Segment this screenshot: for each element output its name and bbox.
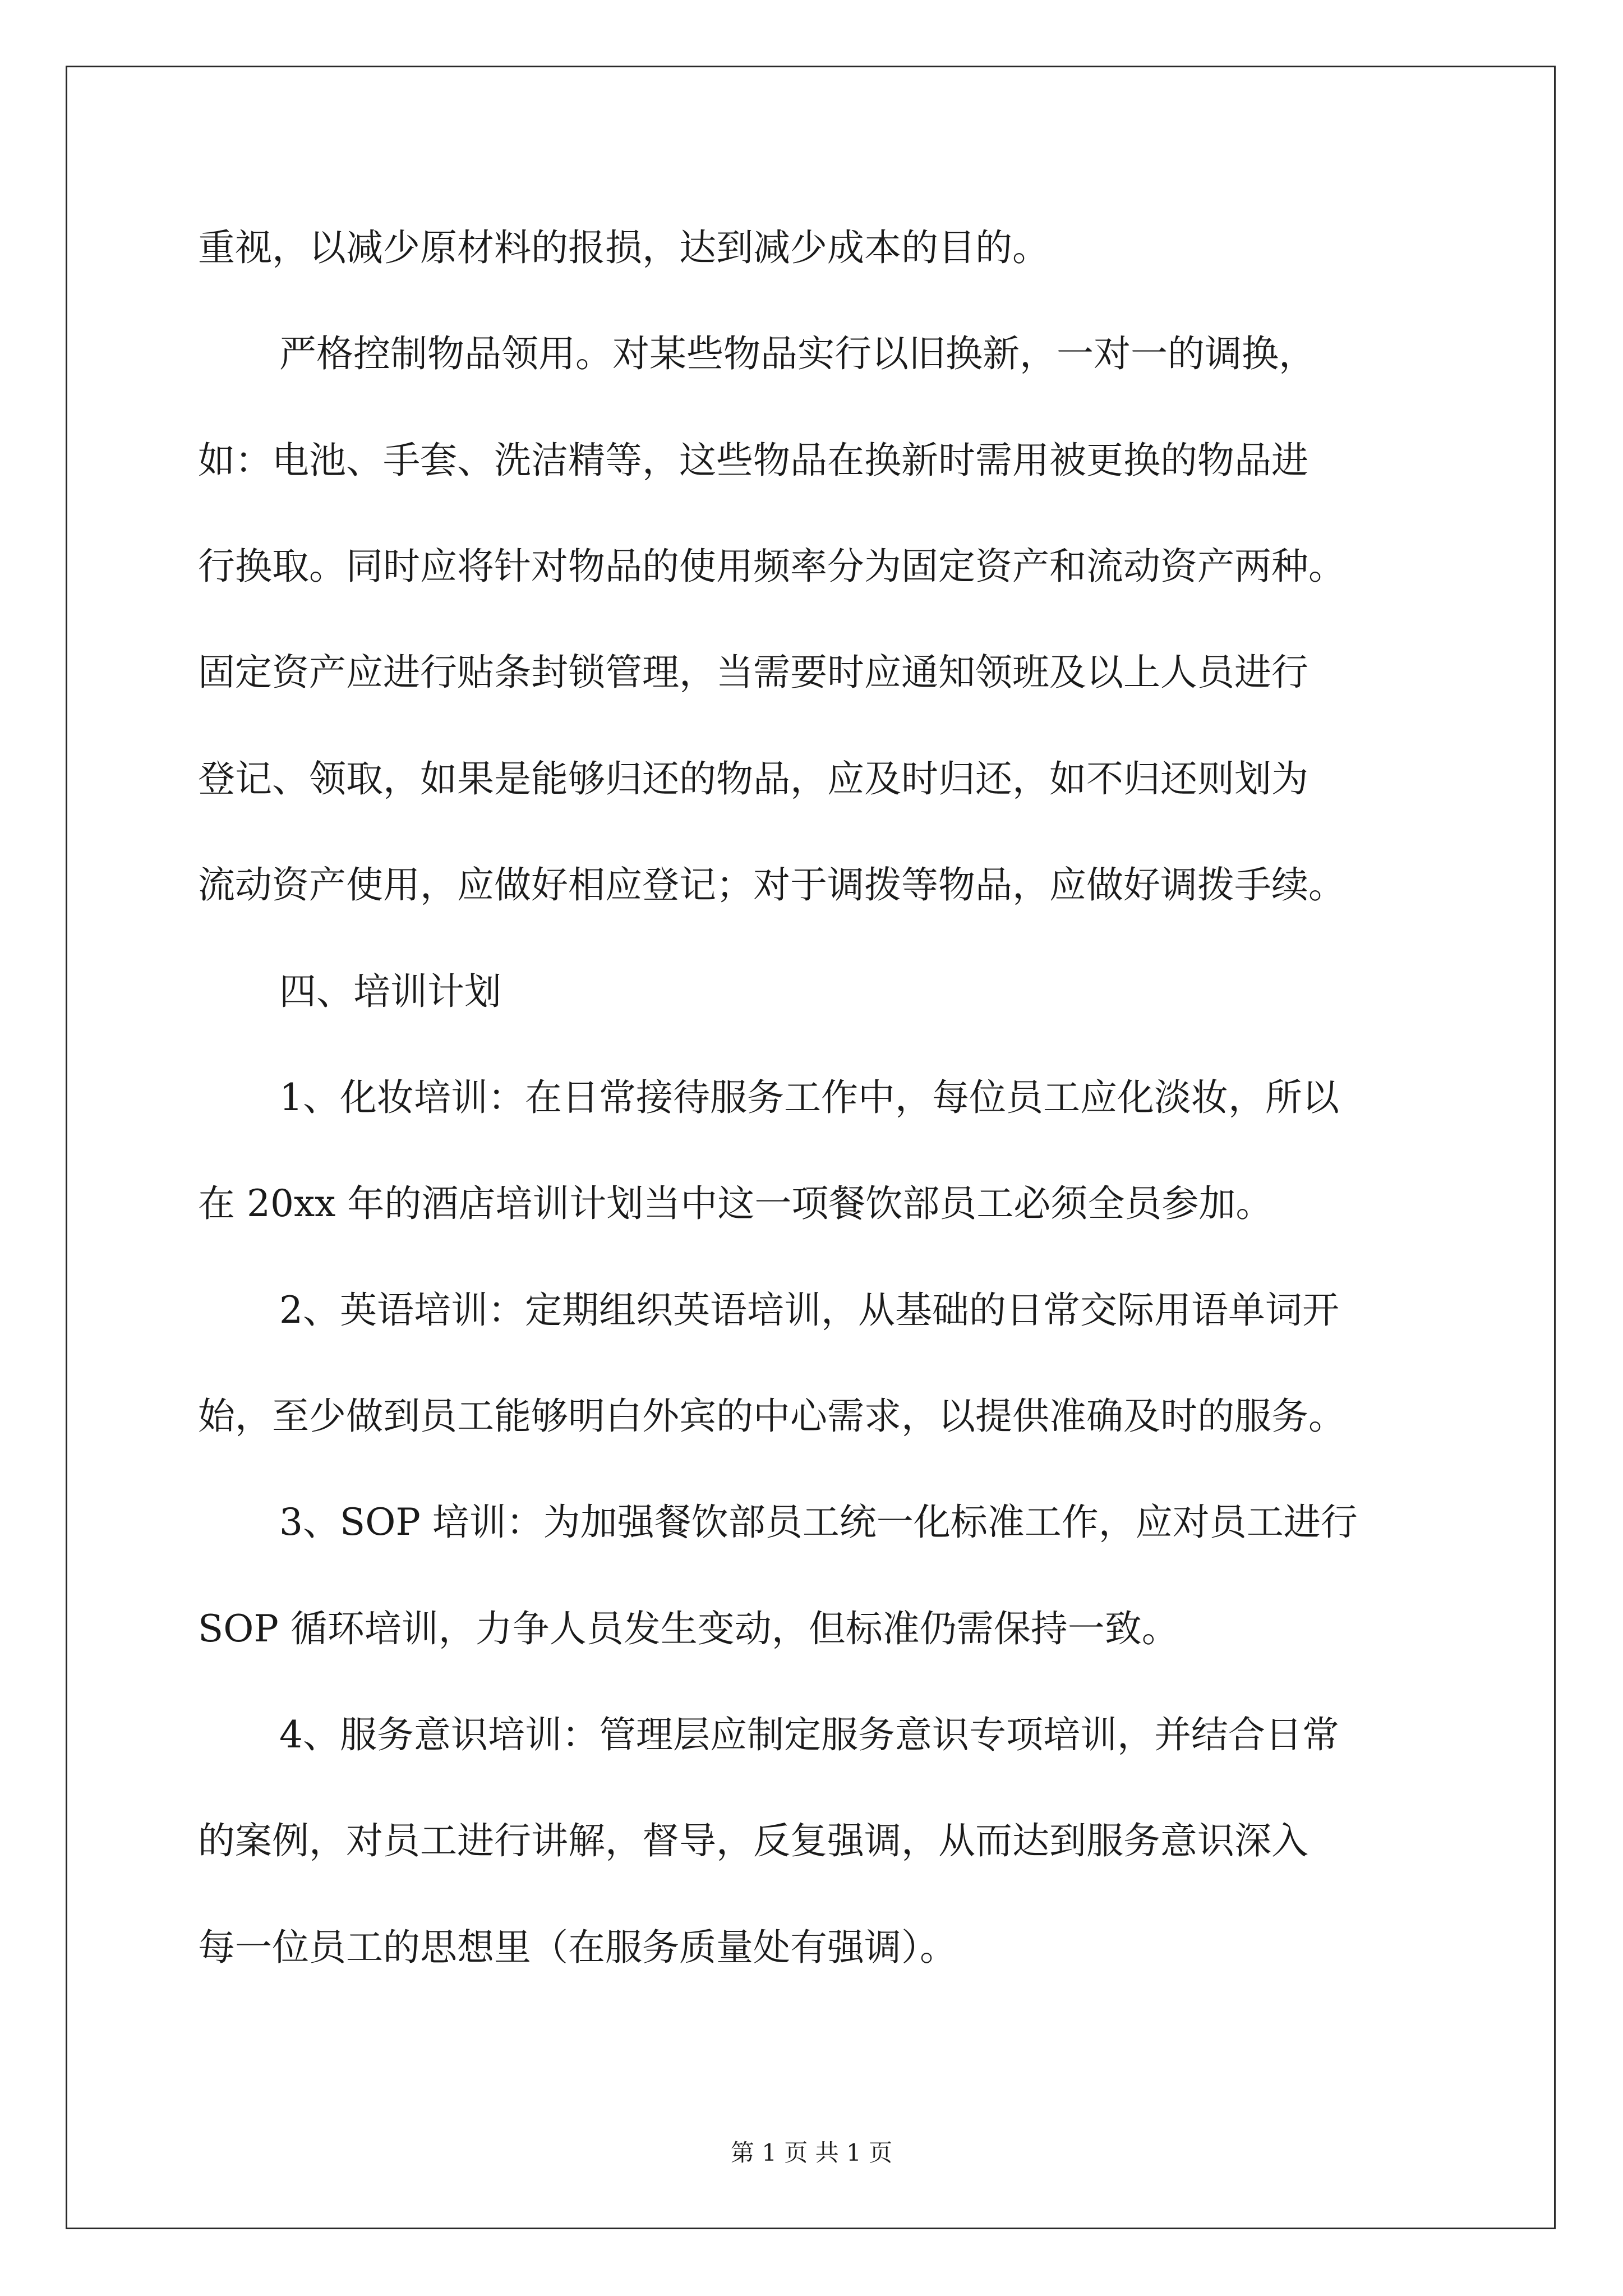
text-line: 始，至少做到员工能够明白外宾的中心需求，以提供准确及时的服务。 xyxy=(198,1395,1345,1438)
section-heading: 四、培训计划 xyxy=(279,970,501,1013)
text-line: 如：电池、手套、洗洁精等，这些物品在换新时需用被更换的物品进 xyxy=(198,439,1308,482)
text-line: 在 20xx 年的酒店培训计划当中这一项餐饮部员工必须全员参加。 xyxy=(198,1182,1273,1225)
text-line: 流动资产使用，应做好相应登记；对于调拨等物品，应做好调拨手续。 xyxy=(198,863,1345,907)
text-line: 行换取。同时应将针对物品的使用频率分为固定资产和流动资产两种。 xyxy=(198,545,1345,588)
page-number: 第 1 页 共 1 页 xyxy=(730,2139,893,2166)
text-line: 3、SOP 培训：为加强餐饮部员工统一化标准工作，应对员工进行 xyxy=(279,1501,1358,1544)
text-line: 登记、领取，如果是能够归还的物品，应及时归还，如不归还则划为 xyxy=(198,757,1308,800)
text-line: 的案例，对员工进行讲解，督导，反复强调，从而达到服务意识深入 xyxy=(198,1819,1308,1862)
text-line: 每一位员工的思想里（在服务质量处有强调）。 xyxy=(198,1926,957,1969)
text-line: 2、英语培训：定期组织英语培训，从基础的日常交际用语单词开 xyxy=(279,1289,1339,1332)
text-line: 固定资产应进行贴条封锁管理，当需要时应通知领班及以上人员进行 xyxy=(198,651,1308,694)
page-border xyxy=(66,66,1556,2229)
text-line: SOP 循环培训，力争人员发生变动，但标准仍需保持一致。 xyxy=(198,1607,1179,1650)
text-line: 4、服务意识培训：管理层应制定服务意识专项培训，并结合日常 xyxy=(279,1713,1339,1756)
text-line: 1、化妆培训：在日常接待服务工作中，每位员工应化淡妆，所以 xyxy=(279,1076,1339,1119)
text-line: 严格控制物品领用。对某些物品实行以旧换新，一对一的调换， xyxy=(279,332,1316,375)
text-line: 重视，以减少原材料的报损，达到减少成本的目的。 xyxy=(198,226,1049,269)
